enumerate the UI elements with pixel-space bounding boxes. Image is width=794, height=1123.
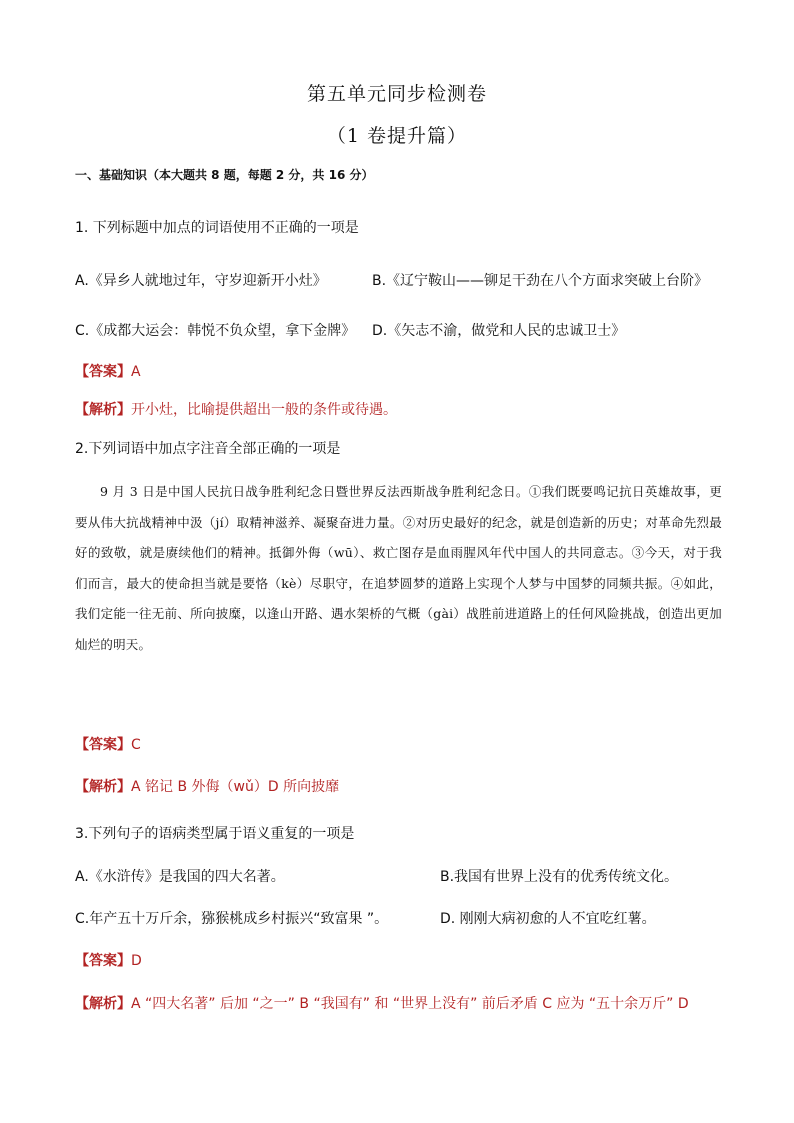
analysis-text: A “四大名著” 后加 “之一” B “我国有” 和 “世界上没有” 前后矛盾 C 应为 “五十余万斤” D — [131, 996, 689, 1012]
question-2-answer — [75, 734, 141, 754]
question-1-stem: 1. 下列标题中加点的词语使用不正确的一项是 — [75, 220, 359, 236]
question-3-option-d: D. 刚刚大病初愈的人不宜吃红薯。 — [440, 911, 656, 927]
question-3-option-a: A.《水浒传》是我国的四大名著。 — [75, 869, 285, 885]
page-title: 第五单元同步检测卷 — [306, 83, 487, 105]
analysis-tag: 【解析】 — [75, 779, 131, 795]
answer-tag: 【答案】 — [75, 364, 131, 380]
question-3-option-b: B.我国有世界上没有的优秀传统文化。 — [440, 869, 679, 885]
section-heading: 一、基础知识（本大题共 8 题，每题 2 分，共 16 分） — [75, 168, 374, 182]
analysis-text: A 铭记 B 外侮（wǔ）D 所向披靡 — [131, 779, 340, 795]
answer-value: A — [131, 364, 141, 380]
question-1-option-b: B.《辽宁鞍山——铆足干劲在八个方面求突破上台阶》 — [372, 273, 709, 289]
analysis-tag: 【解析】 — [75, 402, 131, 418]
analysis-tag: 【解析】 — [75, 996, 131, 1012]
question-1-option-c: C.《成都大运会：韩悦不负众望，拿下金牌》 — [75, 323, 356, 339]
answer-value: C — [131, 737, 141, 753]
question-3-option-c: C.年产五十万斤余，猕猴桃成乡村振兴“致富果 ”。 — [75, 911, 389, 927]
answer-tag: 【答案】 — [75, 737, 131, 753]
question-3-stem: 3.下列句子的语病类型属于语义重复的一项是 — [75, 826, 355, 842]
answer-tag: 【答案】 — [75, 953, 131, 969]
question-2-stem: 2.下列词语中加点字注音全部正确的一项是 — [75, 441, 341, 457]
page-subtitle: （1 卷提升篇） — [326, 125, 468, 147]
question-2-passage: 9 月 3 日是中国人民抗日战争胜利纪念日暨世界反法西斯战争胜利纪念日。①我们既要鸣记抗日英雄故事，更要从伟大抗战精神中汲（jí）取精神滋养、凝聚奋进力量。②对历史最好的纪念，就是创造新的历史；对革命先烈最好的致敬，就是赓续他们的精神。抵御外侮（wū）、救亡图存是血雨腥风年代中国人的共同意志。③今天，对于我们而言，最大的使命担当就是要恪（kè）尽职守，在追梦圆梦的道路上实现个人梦与中国梦的同频共振。④如此，我们定能一往无前、所向披糜，以逢山开路、遇水架桥的气概（gài）战胜前进道路上的任何风险挑战，创造出更加灿烂的明天。 — [75, 484, 722, 652]
question-1-option-d: D.《矢志不渝，做党和人民的忠诚卫士》 — [372, 323, 626, 339]
question-3-analysis — [75, 993, 689, 1013]
question-1-option-a: A.《异乡人就地过年，守岁迎新开小灶》 — [75, 273, 327, 289]
question-1-analysis — [75, 399, 397, 419]
question-3-answer — [75, 950, 142, 970]
analysis-text: 开小灶，比喻提供超出一般的条件或待遇。 — [131, 402, 397, 418]
question-2-analysis — [75, 776, 339, 796]
answer-value: D — [131, 953, 142, 969]
question-1-answer — [75, 361, 141, 381]
